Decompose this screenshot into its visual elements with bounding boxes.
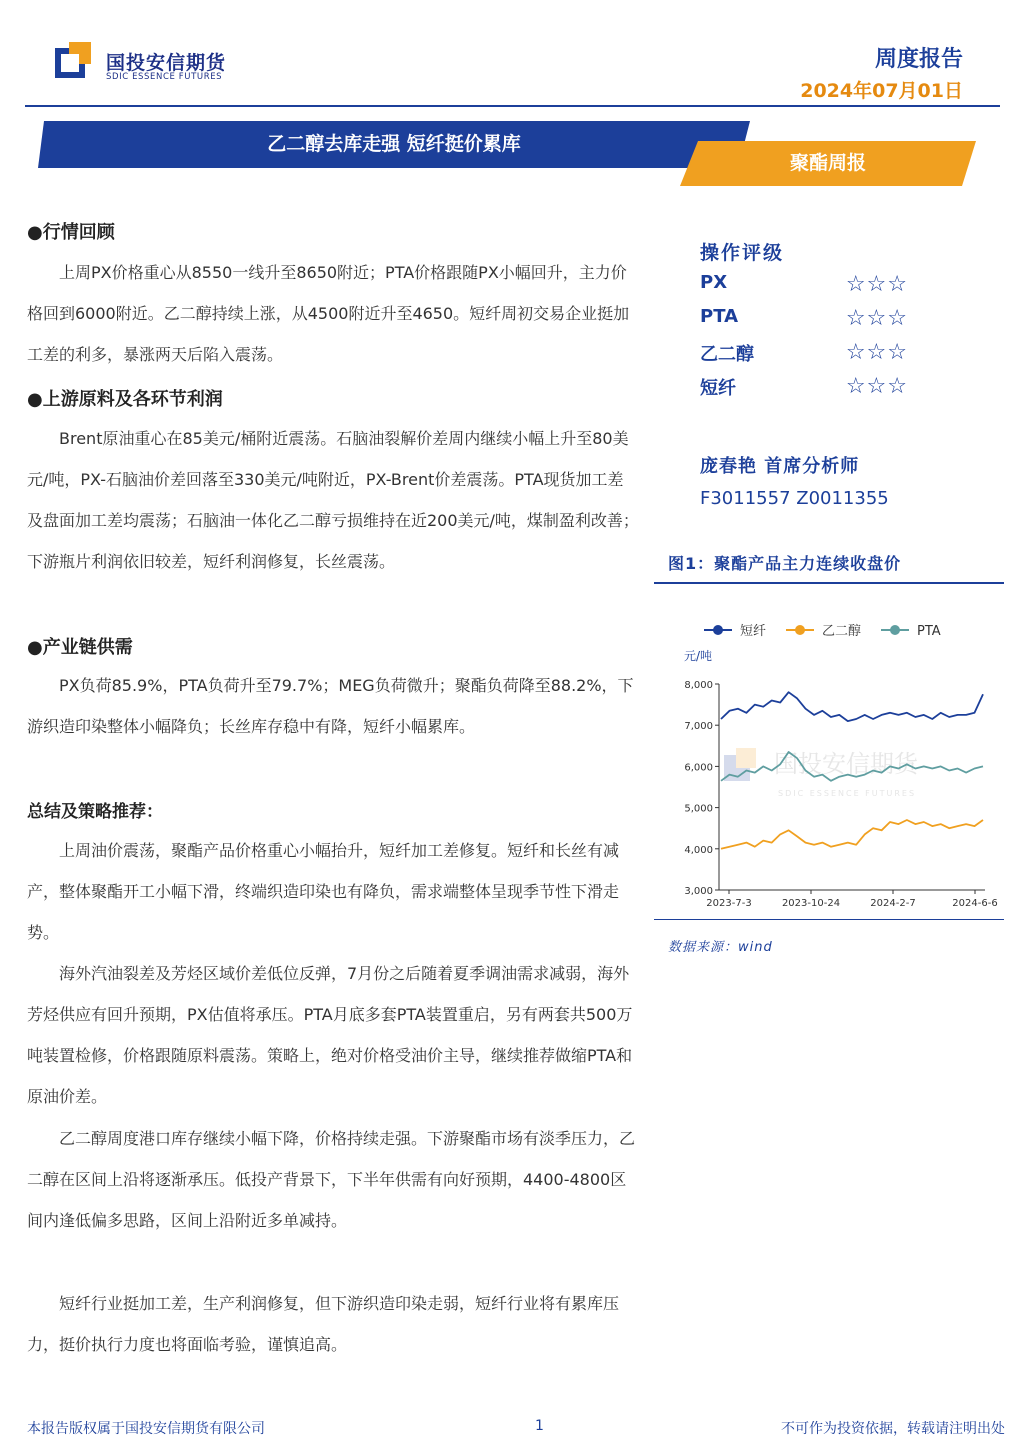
rating-name: 乙二醇 <box>700 344 754 365</box>
legend-swatch-marker <box>890 625 900 635</box>
figure-title: 图1：聚酯产品主力连续收盘价 <box>668 554 902 573</box>
paragraph-strategy-3: 乙二醇周度港口库存继续小幅下降，价格持续走强。下游聚酯市场有淡季压力，乙二醇在区间上沿将逐渐承压。低投产背景下，下半年供需有向好预期，4400-4800区间内逢低偏多思路，区间上沿附近多单减持。 <box>27 1129 636 1230</box>
y-tick-label: 5,000 <box>684 803 713 815</box>
paragraph-strategy-1: 上周油价震荡，聚酯产品价格重心小幅抬升，短纤加工差修复。短纤和长丝有减产，整体聚酯开工小幅下滑，终端织造印染也有降负，需求端整体呈现季节性下滑走势。 <box>27 841 620 942</box>
rating-row-px <box>700 272 908 302</box>
legend-swatch-marker <box>713 625 723 635</box>
y-axis-label: 元/吨 <box>684 649 713 663</box>
legend-item <box>881 624 941 639</box>
x-tick-label: 2023-10-24 <box>781 898 841 909</box>
series-line <box>721 820 983 849</box>
y-tick-label: 6,000 <box>684 762 713 774</box>
rating-row-meg <box>700 340 908 370</box>
figure-top-rule <box>654 582 1004 584</box>
rating-row-pta <box>700 306 908 336</box>
rating-name: PTA <box>700 306 739 327</box>
report-title: 乙二醇去库走强 短纤挺价累库 <box>267 133 521 155</box>
data-source: 数据来源：wind <box>668 940 773 955</box>
page-number: 1 <box>535 1418 544 1434</box>
rating-name: PX <box>700 272 728 293</box>
chart-legend <box>704 623 941 639</box>
section-heading-market-review: ●行情回顾 <box>27 222 115 243</box>
rating-name: 短纤 <box>700 378 736 399</box>
y-tick-label: 7,000 <box>684 721 713 733</box>
paragraph-strategy-4: 短纤行业挺加工差，生产利润修复，但下游织造印染走弱，短纤行业将有累库压力，挺价执行力度也将面临考验，谨慎追高。 <box>27 1294 620 1354</box>
watermark-text-en: SDIC ESSENCE FUTURES <box>778 789 917 798</box>
y-tick-label: 4,000 <box>684 844 713 856</box>
report-type: 周度报告 <box>874 47 963 72</box>
legend-item <box>786 623 861 639</box>
figure-bottom-rule <box>654 919 1004 920</box>
logo-text-cn: 国投安信期货 <box>106 52 227 74</box>
x-tick-label: 2024-2-7 <box>870 898 916 909</box>
section-heading-supply-demand: ●产业链供需 <box>27 637 133 658</box>
rating-stars: ☆☆☆ <box>845 306 908 331</box>
analyst-license-ids: F3011557 Z0011355 <box>700 488 889 509</box>
legend-label: 乙二醇 <box>822 624 862 639</box>
section-heading-upstream: ●上游原料及各环节利润 <box>27 389 223 410</box>
legend-swatch-marker <box>795 625 805 635</box>
report-date: 2024年07月01日 <box>800 80 963 102</box>
paragraph-strategy-2: 海外汽油裂差及芳烃区域价差低位反弹，7月份之后随着夏季调油需求减弱，海外芳烃供应有回升预期，PX估值将承压。PTA月底多套PTA装置重启，另有两套共500万吨装置检修，价格跟随原料震荡。策略上，绝对价格受油价主导，继续推荐做缩PTA和原油价差。 <box>27 964 633 1106</box>
footer-disclaimer: 不可作为投资依据，转载请注明出处 <box>781 1421 1005 1437</box>
rating-stars: ☆☆☆ <box>845 374 908 399</box>
y-tick-label: 3,000 <box>684 886 713 897</box>
company-logo-icon <box>55 42 97 84</box>
analyst-name: 庞春艳 首席分析师 <box>700 456 860 477</box>
logo-text-en: SDIC ESSENCE FUTURES <box>106 72 223 82</box>
legend-item <box>704 624 766 639</box>
legend-label: 短纤 <box>740 624 767 639</box>
price-line-chart <box>654 600 1004 918</box>
rating-row-psf <box>700 374 908 404</box>
x-tick-label: 2023-7-3 <box>706 898 752 909</box>
y-tick-label: 8,000 <box>684 680 713 691</box>
section-heading-strategy: 总结及策略推荐： <box>27 802 163 822</box>
header-divider <box>25 105 1000 107</box>
footer-copyright: 本报告版权属于国投安信期货有限公司 <box>27 1421 265 1437</box>
report-category: 聚酯周报 <box>789 152 866 174</box>
rating-title: 操作评级 <box>700 242 785 264</box>
series-line <box>721 692 983 721</box>
x-tick-label: 2024-6-6 <box>952 898 998 909</box>
rating-stars: ☆☆☆ <box>845 272 908 297</box>
rating-stars: ☆☆☆ <box>845 340 908 365</box>
paragraph-market-review: 上周PX价格重心从8550一线升至8650附近；PTA价格跟随PX小幅回升，主力价格回到6000附近。乙二醇持续上涨，从4500附近升至4650。短纤周初交易企业挺加工差的利多，暴涨两天后陷入震荡。 <box>27 263 630 364</box>
legend-label: PTA <box>917 624 941 639</box>
paragraph-supply-demand: PX负荷85.9%，PTA负荷升至79.7%；MEG负荷微升；聚酯负荷降至88.2%，下游织造印染整体小幅降负；长丝库存稳中有降，短纤小幅累库。 <box>27 676 634 736</box>
paragraph-upstream: Brent原油重心在85美元/桶附近震荡。石脑油裂解价差周内继续小幅上升至80美元/吨，PX-石脑油价差回落至330美元/吨附近，PX-Brent价差震荡。PTA现货加工差及盘面加工差均震荡；石脑油一体化乙二醇亏损维持在近200美元/吨，煤制盈利改善；下游瓶片利润依旧较差，短纤利润修复，长丝震荡。 <box>27 429 639 571</box>
watermark-text-cn: 国投安信期货 <box>774 750 918 778</box>
